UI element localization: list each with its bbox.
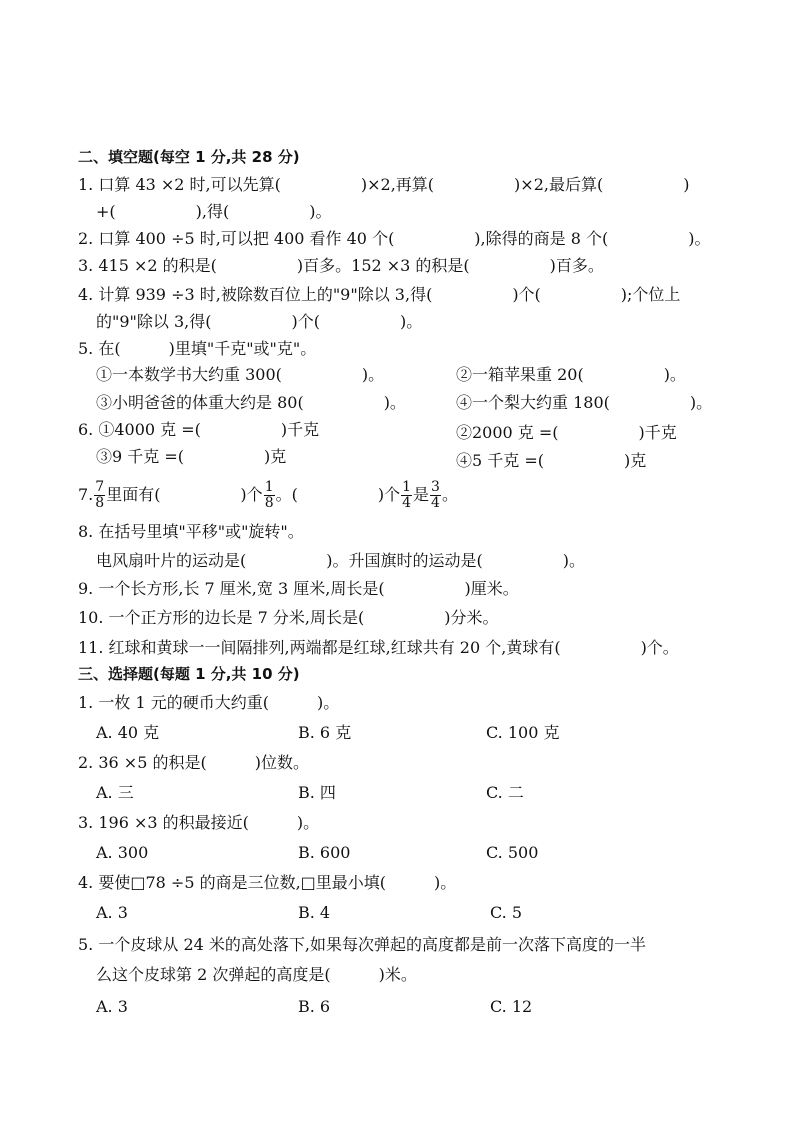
question-2-8-line-1: 8. 在括号里填"平移"或"旋转"。 <box>78 522 304 541</box>
fraction-1-8 <box>264 480 275 511</box>
question-3-2-option-a: A. 三 <box>96 783 134 802</box>
section-2-heading: 二、填空题(每空 1 分,共 28 分) <box>78 148 300 166</box>
question-3-3: 3. 196 ×3 的积最接近( )。 <box>78 813 320 832</box>
question-2-7-text-4: 。 <box>441 485 458 504</box>
fraction-numerator: 3 <box>431 479 440 495</box>
fraction-numerator: 1 <box>264 479 274 495</box>
question-2-4-line-2: 的"9"除以 3,得( )个( )。 <box>96 312 423 331</box>
question-2-4-line-1: 4. 计算 939 ÷3 时,被除数百位上的"9"除以 3,得( )个( );个位上 <box>78 285 681 304</box>
fraction-denominator: 8 <box>264 495 274 511</box>
question-2-3: 3. 415 ×2 的积是( )百多。152 ×3 的积是( )百多。 <box>78 256 604 275</box>
question-2-7-text-1: 里面有( )个 <box>106 485 263 504</box>
question-2-8-line-2: 电风扇叶片的运动是( )。升国旗时的运动是( )。 <box>96 551 585 570</box>
question-3-3-option-b: B. 600 <box>298 843 351 862</box>
question-3-1-option-b: B. 6 克 <box>298 723 352 742</box>
question-3-5-option-a: A. 3 <box>96 997 128 1016</box>
question-3-5-option-b: B. 6 <box>298 997 331 1016</box>
section-3-heading: 三、选择题(每题 1 分,共 10 分) <box>78 665 300 683</box>
question-3-1-option-a: A. 40 克 <box>96 723 160 742</box>
question-3-3-option-c: C. 500 <box>486 843 539 862</box>
fraction-denominator: 4 <box>431 495 440 511</box>
question-2-1-line-1: 1. 口算 43 ×2 时,可以先算( )×2,再算( )×2,最后算( ) <box>78 175 690 194</box>
fraction-7-8 <box>94 480 105 511</box>
question-2-5-item-4: ④一个梨大约重 180( )。 <box>456 393 713 412</box>
question-2-6-item-3: ③9 千克 =( )克 <box>96 447 287 466</box>
question-3-1-option-c: C. 100 克 <box>486 723 560 742</box>
question-3-5-option-c: C. 12 <box>490 997 533 1016</box>
fraction-1-4 <box>401 480 412 511</box>
question-2-1-line-2: +( ),得( )。 <box>96 202 332 221</box>
question-3-3-option-a: A. 300 <box>96 843 149 862</box>
question-3-2: 2. 36 ×5 的积是( )位数。 <box>78 753 309 772</box>
question-3-4: 4. 要使□78 ÷5 的商是三位数,□里最小填( )。 <box>78 873 457 892</box>
question-2-5: 5. 在( )里填"千克"或"克"。 <box>78 339 317 358</box>
question-2-10: 10. 一个正方形的边长是 7 分米,周长是( )分米。 <box>78 608 499 627</box>
question-3-4-option-c: C. 5 <box>490 903 523 922</box>
question-2-7-text-2: 。( )个 <box>275 485 401 504</box>
question-2-6-item-1: 6. ①4000 克 =( )千克 <box>78 420 320 439</box>
question-3-5-line-1: 5. 一个皮球从 24 米的高处落下,如果每次弹起的高度都是前一次落下高度的一半 <box>78 935 646 954</box>
question-2-6-item-4: ④5 千克 =( )克 <box>456 451 647 470</box>
question-3-1: 1. 一枚 1 元的硬币大约重( )。 <box>78 693 340 712</box>
question-2-6-item-2: ②2000 克 =( )千克 <box>456 423 677 442</box>
question-3-5-line-2: 么这个皮球第 2 次弹起的高度是( )米。 <box>96 965 417 984</box>
question-3-4-option-a: A. 3 <box>96 903 128 922</box>
fraction-3-4 <box>430 480 441 511</box>
question-2-7-text-3: 是 <box>413 485 430 504</box>
question-2-5-item-1: ①一本数学书大约重 300( )。 <box>96 365 385 384</box>
fraction-numerator: 1 <box>402 479 412 495</box>
question-3-2-option-c: C. 二 <box>486 783 524 802</box>
question-2-7 <box>78 478 458 512</box>
question-2-11: 11. 红球和黄球一一间隔排列,两端都是红球,红球共有 20 个,黄球有( )个。 <box>78 638 679 657</box>
fraction-numerator: 7 <box>95 479 105 495</box>
question-2-7-number: 7. <box>78 485 94 504</box>
fraction-denominator: 8 <box>95 495 105 511</box>
question-3-4-option-b: B. 4 <box>298 903 331 922</box>
question-2-2: 2. 口算 400 ÷5 时,可以把 400 看作 40 个( ),除得的商是 8 个( )。 <box>78 229 711 248</box>
question-2-9: 9. 一个长方形,长 7 厘米,宽 3 厘米,周长是( )厘米。 <box>78 579 519 598</box>
question-2-5-item-2: ②一箱苹果重 20( )。 <box>456 365 686 384</box>
question-2-5-item-3: ③小明爸爸的体重大约是 80( )。 <box>96 393 406 412</box>
question-3-2-option-b: B. 四 <box>298 783 336 802</box>
fraction-denominator: 4 <box>402 495 412 511</box>
